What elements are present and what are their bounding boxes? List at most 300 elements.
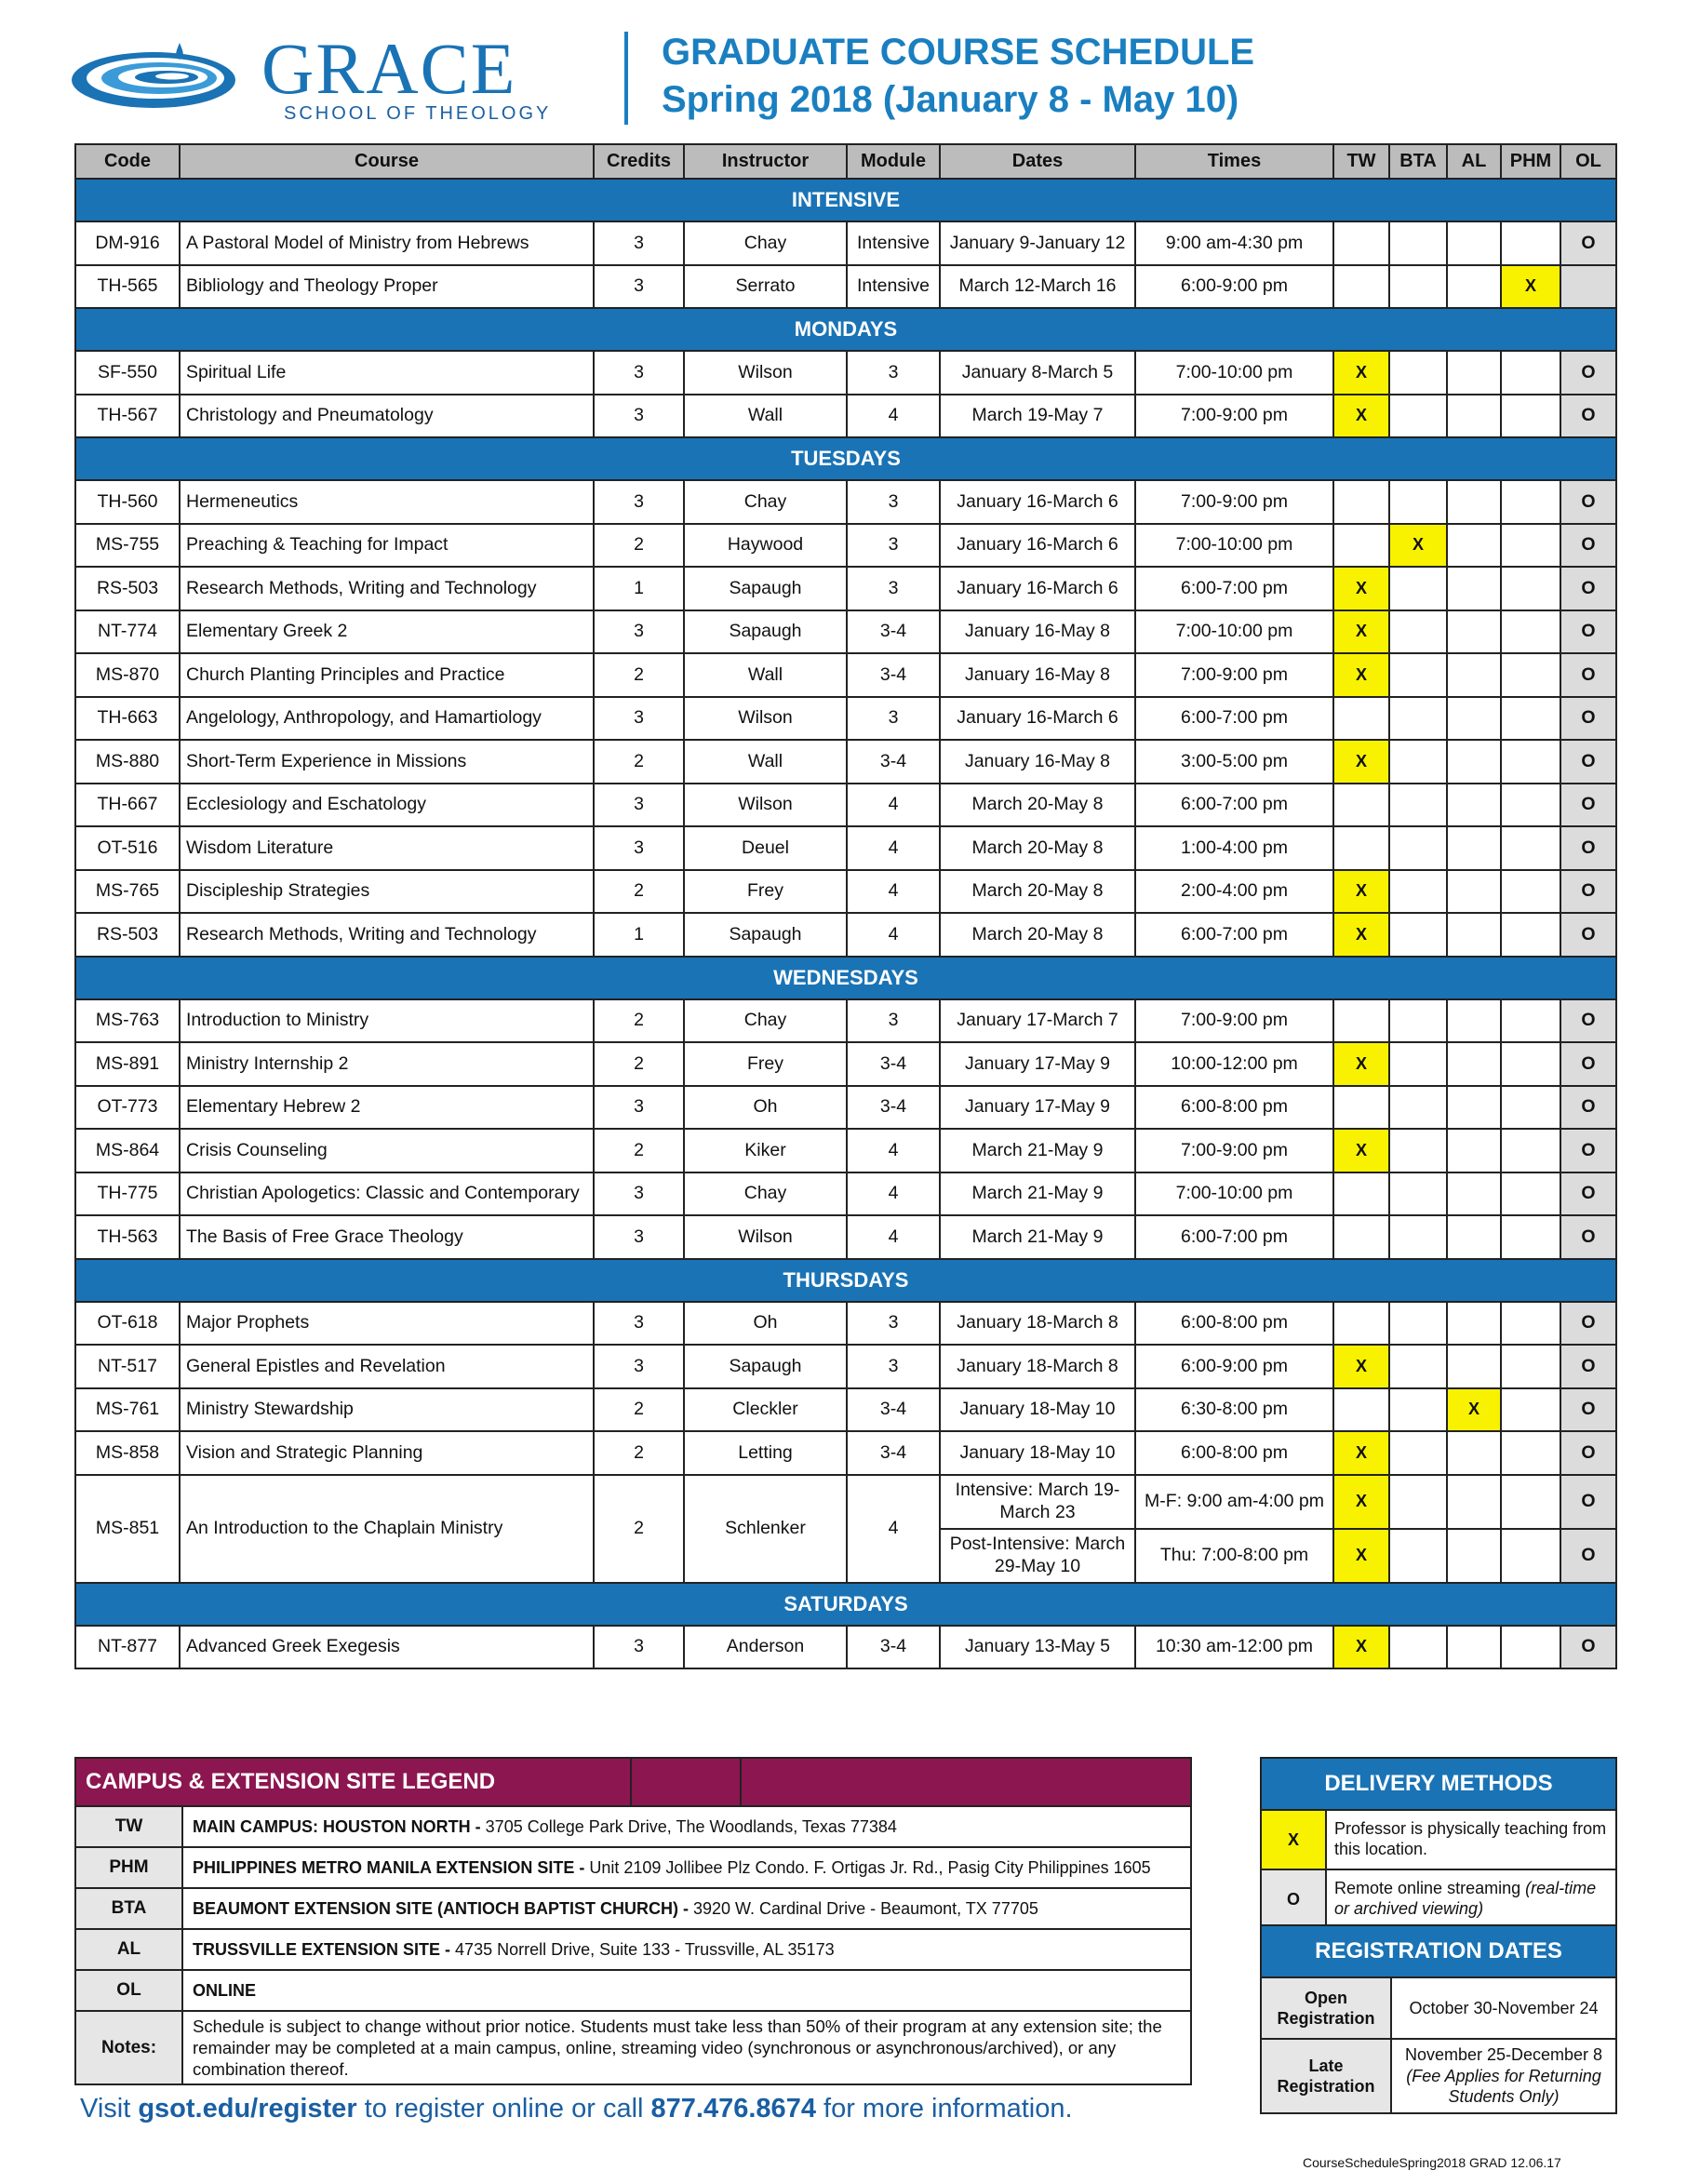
tw-flag [1333, 1388, 1389, 1432]
dates: March 21-May 9 [940, 1129, 1135, 1172]
dates: January 16-March 6 [940, 567, 1135, 610]
course-code: NT-774 [75, 610, 180, 654]
dates: January 17-May 9 [940, 1086, 1135, 1130]
site-name: TRUSSVILLE EXTENSION SITE - [193, 1939, 456, 1959]
course-name: Ecclesiology and Eschatology [180, 784, 594, 827]
al-flag [1447, 1086, 1501, 1130]
times: 7:00-10:00 pm [1135, 610, 1333, 654]
tw-flag [1333, 1172, 1389, 1216]
dates: January 16-May 8 [940, 610, 1135, 654]
course-name: Research Methods, Writing and Technology [180, 913, 594, 957]
dates: January 9-January 12 [940, 221, 1135, 265]
instructor: Cleckler [684, 1388, 847, 1432]
credits: 2 [594, 1431, 684, 1475]
al-flag [1447, 480, 1501, 524]
times: 6:00-7:00 pm [1135, 913, 1333, 957]
credits: 3 [594, 1215, 684, 1259]
course-code: TH-663 [75, 697, 180, 741]
column-header: Times [1135, 144, 1333, 179]
tw-flag [1333, 784, 1389, 827]
bta-flag [1389, 1626, 1447, 1669]
phm-flag [1501, 1626, 1560, 1669]
ol-flag: O [1560, 740, 1616, 784]
open-registration-dates: October 30-November 24 [1391, 1977, 1616, 2039]
notes-row [75, 2011, 1191, 2084]
al-flag [1447, 1302, 1501, 1346]
site-name: PHILIPPINES METRO MANILA EXTENSION SITE - [193, 1857, 590, 1877]
section-title: WEDNESDAYS [75, 957, 1616, 999]
section-title: INTENSIVE [75, 179, 1616, 221]
visit-text: to register online or call [356, 2094, 651, 2124]
column-header: Dates [940, 144, 1135, 179]
course-code: NT-517 [75, 1345, 180, 1388]
tw-flag: X [1333, 653, 1389, 697]
module: 4 [847, 784, 940, 827]
ol-flag: O [1560, 1215, 1616, 1259]
course-name: Introduction to Ministry [180, 999, 594, 1043]
column-header: Instructor [684, 144, 847, 179]
site-name: MAIN CAMPUS: HOUSTON NORTH - [193, 1816, 486, 1836]
al-flag [1447, 870, 1501, 914]
bta-flag [1389, 221, 1447, 265]
table-row [75, 1042, 1616, 1086]
phone-number[interactable]: 877.476.8674 [650, 2094, 816, 2124]
module: 3-4 [847, 1086, 940, 1130]
ol-flag: O [1560, 784, 1616, 827]
tw-flag: X [1333, 1475, 1389, 1529]
tw-flag: X [1333, 567, 1389, 610]
table-row [75, 480, 1616, 524]
course-code: OT-618 [75, 1302, 180, 1346]
course-name: Discipleship Strategies [180, 870, 594, 914]
al-flag [1447, 524, 1501, 568]
course-code: OT-773 [75, 1086, 180, 1130]
tw-flag: X [1333, 1626, 1389, 1669]
al-flag [1447, 265, 1501, 309]
course-name: A Pastoral Model of Ministry from Hebrews [180, 221, 594, 265]
phm-flag [1501, 1431, 1560, 1475]
times: 1:00-4:00 pm [1135, 826, 1333, 870]
credits: 3 [594, 610, 684, 654]
instructor: Anderson [684, 1626, 847, 1669]
table-row [75, 1086, 1616, 1130]
column-header: Code [75, 144, 180, 179]
module: 3 [847, 351, 940, 395]
credits: 3 [594, 221, 684, 265]
dates: March 12-March 16 [940, 265, 1135, 309]
module: 3 [847, 1345, 940, 1388]
course-name: Hermeneutics [180, 480, 594, 524]
tw-flag [1333, 265, 1389, 309]
course-code: TH-567 [75, 395, 180, 438]
module: 3 [847, 524, 940, 568]
bta-flag [1389, 913, 1447, 957]
legend-header-spacer [631, 1758, 741, 1806]
ol-flag: O [1560, 1475, 1616, 1529]
dates: January 16-May 8 [940, 740, 1135, 784]
al-flag [1447, 1215, 1501, 1259]
course-name: The Basis of Free Grace Theology [180, 1215, 594, 1259]
tw-flag [1333, 1302, 1389, 1346]
times: 6:00-7:00 pm [1135, 784, 1333, 827]
site-description [182, 1929, 1191, 1970]
section-title: TUESDAYS [75, 437, 1616, 480]
dates: January 18-May 10 [940, 1431, 1135, 1475]
bta-flag [1389, 1475, 1447, 1529]
site-code: PHM [75, 1847, 182, 1888]
header-divider [624, 32, 628, 125]
al-flag [1447, 1172, 1501, 1216]
course-name: Ministry Internship 2 [180, 1042, 594, 1086]
bta-flag [1389, 1431, 1447, 1475]
credits: 2 [594, 1129, 684, 1172]
credits: 3 [594, 265, 684, 309]
course-code: TH-563 [75, 1215, 180, 1259]
table-row [75, 265, 1616, 309]
phm-flag [1501, 1086, 1560, 1130]
site-description [182, 1888, 1191, 1929]
phm-flag [1501, 1215, 1560, 1259]
table-row [75, 567, 1616, 610]
times: Thu: 7:00-8:00 pm [1135, 1529, 1333, 1583]
credits: 2 [594, 1042, 684, 1086]
tw-flag: X [1333, 1529, 1389, 1583]
course-name: Christian Apologetics: Classic and Contemporary [180, 1172, 594, 1216]
column-header: Module [847, 144, 940, 179]
times: 7:00-9:00 pm [1135, 480, 1333, 524]
credits: 2 [594, 999, 684, 1043]
phm-flag [1501, 480, 1560, 524]
section-header [75, 437, 1616, 480]
times: 6:00-8:00 pm [1135, 1431, 1333, 1475]
al-flag [1447, 610, 1501, 654]
site-address: Unit 2109 Jollibee Plz Condo. F. Ortigas Jr. Rd., Pasig City Philippines 1605 [589, 1857, 1151, 1877]
credits: 3 [594, 826, 684, 870]
x-description: Professor is physically teaching from this location. [1326, 1810, 1616, 1869]
tw-flag: X [1333, 1345, 1389, 1388]
dates: March 21-May 9 [940, 1172, 1135, 1216]
course-name: Elementary Greek 2 [180, 610, 594, 654]
course-code: DM-916 [75, 221, 180, 265]
course-code: MS-864 [75, 1129, 180, 1172]
table-row [75, 1345, 1616, 1388]
tw-flag [1333, 826, 1389, 870]
dates: March 19-May 7 [940, 395, 1135, 438]
table-row [75, 351, 1616, 395]
tw-flag [1333, 999, 1389, 1043]
logo-name: GRACE [261, 28, 517, 109]
course-name: An Introduction to the Chaplain Ministry [180, 1475, 594, 1583]
ol-flag: O [1560, 610, 1616, 654]
open-registration-label: Open Registration [1261, 1977, 1391, 2039]
module: 4 [847, 826, 940, 870]
dates: March 20-May 8 [940, 784, 1135, 827]
module: 4 [847, 913, 940, 957]
ol-flag: O [1560, 826, 1616, 870]
column-header: TW [1333, 144, 1389, 179]
section-title: MONDAYS [75, 308, 1616, 351]
table-row [75, 221, 1616, 265]
credits: 3 [594, 1626, 684, 1669]
tw-flag [1333, 480, 1389, 524]
instructor: Sapaugh [684, 1345, 847, 1388]
course-code: MS-761 [75, 1388, 180, 1432]
bta-flag [1389, 826, 1447, 870]
bta-flag [1389, 480, 1447, 524]
times: 6:00-9:00 pm [1135, 265, 1333, 309]
ol-flag: O [1560, 351, 1616, 395]
phm-flag [1501, 826, 1560, 870]
module: 3-4 [847, 1388, 940, 1432]
table-row [75, 395, 1616, 438]
legend-title: CAMPUS & EXTENSION SITE LEGEND [75, 1758, 631, 1806]
dates: January 16-March 6 [940, 697, 1135, 741]
column-header: Course [180, 144, 594, 179]
al-flag [1447, 697, 1501, 741]
instructor: Chay [684, 999, 847, 1043]
al-flag [1447, 567, 1501, 610]
schedule-table [74, 143, 1617, 1669]
instructor: Haywood [684, 524, 847, 568]
page-title: GRADUATE COURSE SCHEDULE [662, 32, 1255, 73]
ol-flag: O [1560, 567, 1616, 610]
credits: 2 [594, 1388, 684, 1432]
phm-flag [1501, 1042, 1560, 1086]
instructor: Letting [684, 1431, 847, 1475]
al-flag [1447, 784, 1501, 827]
instructor: Frey [684, 870, 847, 914]
phm-flag [1501, 524, 1560, 568]
ol-flag [1560, 265, 1616, 309]
ol-flag: O [1560, 524, 1616, 568]
late-registration-label: Late Registration [1261, 2039, 1391, 2113]
phm-flag [1501, 1388, 1560, 1432]
tw-flag: X [1333, 870, 1389, 914]
tw-flag: X [1333, 395, 1389, 438]
al-flag [1447, 1431, 1501, 1475]
bta-flag [1389, 870, 1447, 914]
dates: March 21-May 9 [940, 1215, 1135, 1259]
times: 6:30-8:00 pm [1135, 1388, 1333, 1432]
al-flag [1447, 826, 1501, 870]
al-flag [1447, 1475, 1501, 1529]
logo-subtitle: SCHOOL OF THEOLOGY [284, 103, 552, 124]
table-row [75, 1431, 1616, 1475]
visit-text: Visit [80, 2094, 139, 2124]
notes-text: Schedule is subject to change without prior notice. Students must take less than 50% of their program at any extension site; the remainder may be completed at a main campus, online, streaming video (synchronous or asynchronous/archived), or any combination thereof. [182, 2011, 1191, 2084]
site-description [182, 1806, 1191, 1847]
table-header [75, 144, 1616, 179]
tw-flag [1333, 1086, 1389, 1130]
al-flag [1447, 913, 1501, 957]
site-code: OL [75, 1970, 182, 2011]
bta-flag [1389, 697, 1447, 741]
bta-flag [1389, 1529, 1447, 1583]
course-name: Spiritual Life [180, 351, 594, 395]
register-line [80, 2094, 1073, 2124]
course-name: Preaching & Teaching for Impact [180, 524, 594, 568]
times: 6:00-7:00 pm [1135, 567, 1333, 610]
bta-flag [1389, 1345, 1447, 1388]
bta-flag: X [1389, 524, 1447, 568]
column-header: PHM [1501, 144, 1560, 179]
al-flag: X [1447, 1388, 1501, 1432]
module: 3-4 [847, 610, 940, 654]
course-code: MS-891 [75, 1042, 180, 1086]
tw-flag: X [1333, 913, 1389, 957]
module: 3-4 [847, 1431, 940, 1475]
instructor: Oh [684, 1086, 847, 1130]
course-code: RS-503 [75, 913, 180, 957]
dates: Post-Intensive: March 29-May 10 [940, 1529, 1135, 1583]
phm-flag [1501, 1475, 1560, 1529]
table-row [75, 1388, 1616, 1432]
module: 4 [847, 1215, 940, 1259]
credits: 2 [594, 870, 684, 914]
ol-flag: O [1560, 221, 1616, 265]
credits: 3 [594, 1086, 684, 1130]
table-row [75, 870, 1616, 914]
module: Intensive [847, 265, 940, 309]
instructor: Wall [684, 653, 847, 697]
bta-flag [1389, 1172, 1447, 1216]
times: 7:00-9:00 pm [1135, 1129, 1333, 1172]
module: 3 [847, 480, 940, 524]
column-header: AL [1447, 144, 1501, 179]
al-flag [1447, 351, 1501, 395]
course-name: Bibliology and Theology Proper [180, 265, 594, 309]
times: M-F: 9:00 am-4:00 pm [1135, 1475, 1333, 1529]
phm-flag [1501, 1529, 1560, 1583]
ol-flag: O [1560, 1086, 1616, 1130]
o-key: O [1261, 1869, 1326, 1929]
legend-header [75, 1758, 1191, 1806]
table-row [75, 1172, 1616, 1216]
instructor: Schlenker [684, 1475, 847, 1583]
course-code: TH-560 [75, 480, 180, 524]
site-name: BEAUMONT EXTENSION SITE (ANTIOCH BAPTIST CHURCH) - [193, 1898, 693, 1918]
grace-logo [70, 26, 591, 128]
module: 4 [847, 1172, 940, 1216]
table-row [75, 1302, 1616, 1346]
instructor: Oh [684, 1302, 847, 1346]
tw-flag [1333, 221, 1389, 265]
bta-flag [1389, 567, 1447, 610]
delivery-methods [1260, 1757, 1617, 1930]
module: 3 [847, 697, 940, 741]
instructor: Wilson [684, 1215, 847, 1259]
instructor: Deuel [684, 826, 847, 870]
registration-title: REGISTRATION DATES [1261, 1925, 1616, 1977]
al-flag [1447, 1042, 1501, 1086]
module: 3 [847, 999, 940, 1043]
instructor: Wilson [684, 697, 847, 741]
instructor: Chay [684, 1172, 847, 1216]
ol-flag: O [1560, 1431, 1616, 1475]
times: 6:00-7:00 pm [1135, 1215, 1333, 1259]
course-name: Wisdom Literature [180, 826, 594, 870]
al-flag [1447, 395, 1501, 438]
instructor: Sapaugh [684, 610, 847, 654]
course-name: Major Prophets [180, 1302, 594, 1346]
phm-flag [1501, 351, 1560, 395]
phm-flag [1501, 1129, 1560, 1172]
course-code: TH-775 [75, 1172, 180, 1216]
dates: January 17-May 9 [940, 1042, 1135, 1086]
table-row [75, 1626, 1616, 1669]
module: 3-4 [847, 1626, 940, 1669]
bta-flag [1389, 265, 1447, 309]
section-title: THURSDAYS [75, 1259, 1616, 1302]
table-row [75, 740, 1616, 784]
course-name: Elementary Hebrew 2 [180, 1086, 594, 1130]
instructor: Serrato [684, 265, 847, 309]
ol-flag: O [1560, 1529, 1616, 1583]
instructor: Wall [684, 740, 847, 784]
legend-row [75, 1806, 1191, 1847]
phm-flag [1501, 653, 1560, 697]
ol-flag: O [1560, 1129, 1616, 1172]
course-code: MS-851 [75, 1475, 180, 1583]
bta-flag [1389, 1302, 1447, 1346]
section-header [75, 1259, 1616, 1302]
course-name: Research Methods, Writing and Technology [180, 567, 594, 610]
ol-flag: O [1560, 1388, 1616, 1432]
table-row [75, 653, 1616, 697]
phm-flag [1501, 395, 1560, 438]
times: 7:00-9:00 pm [1135, 395, 1333, 438]
tw-flag: X [1333, 1129, 1389, 1172]
instructor: Wilson [684, 784, 847, 827]
bta-flag [1389, 1388, 1447, 1432]
module: 4 [847, 870, 940, 914]
credits: 1 [594, 913, 684, 957]
visit-text: for more information. [815, 2094, 1073, 2124]
instructor: Sapaugh [684, 913, 847, 957]
module: 3-4 [847, 1042, 940, 1086]
times: 6:00-8:00 pm [1135, 1086, 1333, 1130]
legend-row [75, 1970, 1191, 2011]
times: 7:00-10:00 pm [1135, 524, 1333, 568]
ol-flag: O [1560, 697, 1616, 741]
credits: 3 [594, 351, 684, 395]
course-code: TH-565 [75, 265, 180, 309]
credits: 3 [594, 1345, 684, 1388]
dates: March 20-May 8 [940, 870, 1135, 914]
section-header [75, 179, 1616, 221]
credits: 3 [594, 697, 684, 741]
credits: 3 [594, 480, 684, 524]
tw-flag: X [1333, 740, 1389, 784]
credits: 3 [594, 1172, 684, 1216]
instructor: Chay [684, 221, 847, 265]
table-row [75, 1215, 1616, 1259]
tw-flag [1333, 524, 1389, 568]
table-row [75, 999, 1616, 1043]
ol-flag: O [1560, 1345, 1616, 1388]
times: 9:00 am-4:30 pm [1135, 221, 1333, 265]
module: 3-4 [847, 740, 940, 784]
o-description: Remote online streaming (real-time or archived viewing) [1326, 1869, 1616, 1929]
ripple-icon [72, 43, 235, 108]
course-code: MS-870 [75, 653, 180, 697]
ol-flag: O [1560, 1172, 1616, 1216]
al-flag [1447, 221, 1501, 265]
column-header: BTA [1389, 144, 1447, 179]
register-link[interactable]: gsot.edu/register [138, 2094, 357, 2124]
course-name: Christology and Pneumatology [180, 395, 594, 438]
times: 7:00-9:00 pm [1135, 999, 1333, 1043]
